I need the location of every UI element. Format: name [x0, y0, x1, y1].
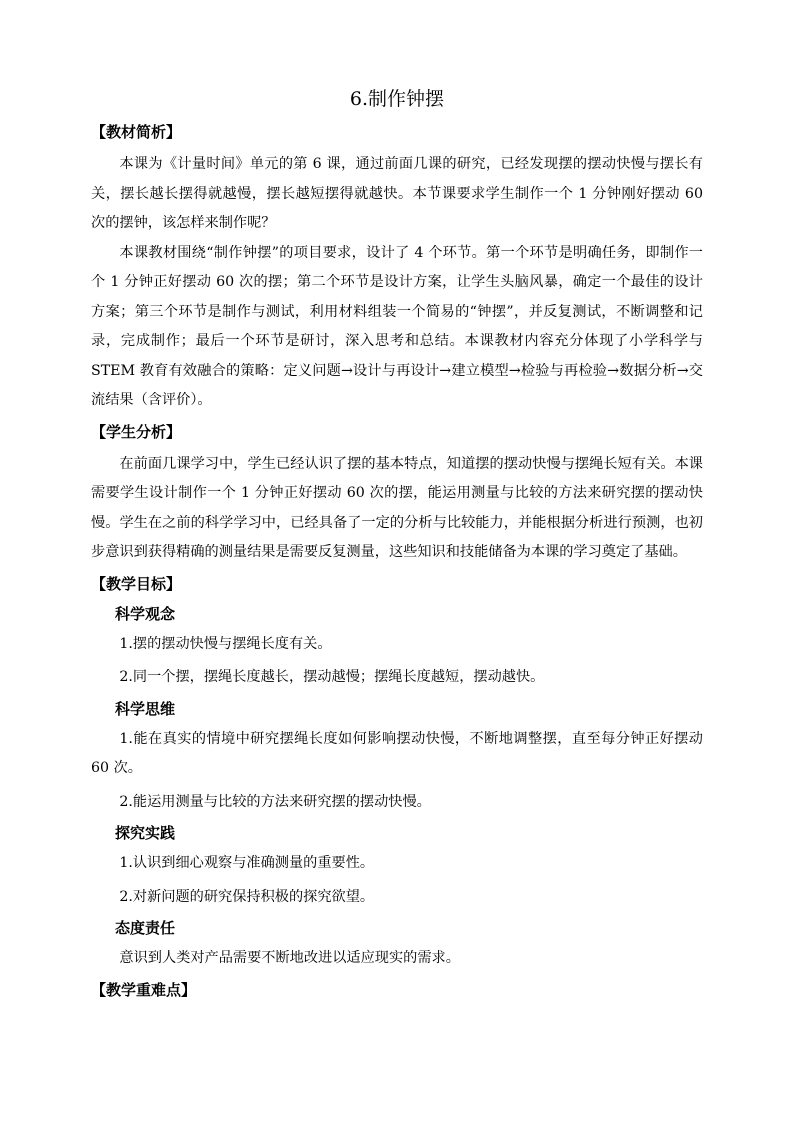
goal-item: 1.能在真实的情境中研究摆绳长度如何影响摆动快慢，不断地调整摆，直至每分钟正好摆动 60 次。	[91, 730, 703, 776]
section-heading-difficulties: 【教学重难点】	[91, 980, 197, 999]
page-title: 6.制作钟摆	[349, 88, 445, 110]
goal-group-label: 科学观念	[115, 604, 176, 623]
section-heading-goals: 【教学目标】	[91, 574, 182, 593]
goal-group-label: 科学思维	[115, 699, 176, 718]
goal-group-label: 探究实践	[115, 824, 176, 842]
paragraph: 在前面几课学习中，学生已经认识了摆的基本特点，知道摆的摆动快慢与摆绳长短有关。本课需要学生设计制作一个 1 分钟正好摆动 60 次的摆，能运用测量与比较的方法来研究摆的摆动快慢。学生在之前的科学学习中，已经具备了一定的分析与比较能力，并能根据分析进行预测，也初步意识到获得精确的测量结果是需要反复测量，这些知识和技能储备为本课的学习奠定了基础。	[91, 455, 703, 560]
goal-item: 意识到人类对产品需要不断地改进以适应现实的需求。	[119, 950, 460, 966]
goal-item: 2.同一个摆，摆绳长度越长，摆动越慢；摆绳长度越短，摆动越快。	[119, 669, 545, 685]
section-heading-materials: 【教材简析】	[91, 123, 182, 141]
document-body	[91, 120, 703, 1008]
paragraph: 本课教材围绕“制作钟摆”的项目要求，设计了 4 个环节。第一个环节是明确任务，即制作一个 1 分钟正好摆动 60 次的摆；第二个环节是设计方案，让学生头脑风暴，确定一个最佳的设计方案；第三个环节是制作与测试，利用材料组装一个简易的“钟摆”，并反复测试，不断调整和记录，完成制作；最后一个环节是研讨，深入思考和总结。本课教材内容充分体现了小学科学与 STEM 教育有效融合的策略：定义问题→设计与再设计→建立模型→检验与再检验→数据分析→交流结果（含评价）。	[91, 244, 703, 408]
section-heading-students: 【学生分析】	[91, 422, 182, 441]
goal-item: 1.认识到细心观察与准确测量的重要性。	[119, 855, 375, 871]
paragraph: 本课为《计量时间》单元的第 6 课，通过前面几课的研究，已经发现摆的摆动快慢与摆长有关，摆长越长摆得就越慢，摆长越短摆得就越快。本节课要求学生制作一个 1 分钟刚好摆动 60 次的摆钟，该怎样来制作呢？	[91, 156, 703, 231]
goal-item: 1.摆的摆动快慢与摆绳长度有关。	[119, 635, 332, 652]
goal-item: 2.能运用测量与比较的方法来研究摆的摆动快慢。	[119, 793, 431, 810]
goal-item: 2.对新问题的研究保持积极的探究欲望。	[119, 888, 375, 905]
goal-group-label: 态度责任	[115, 919, 176, 937]
